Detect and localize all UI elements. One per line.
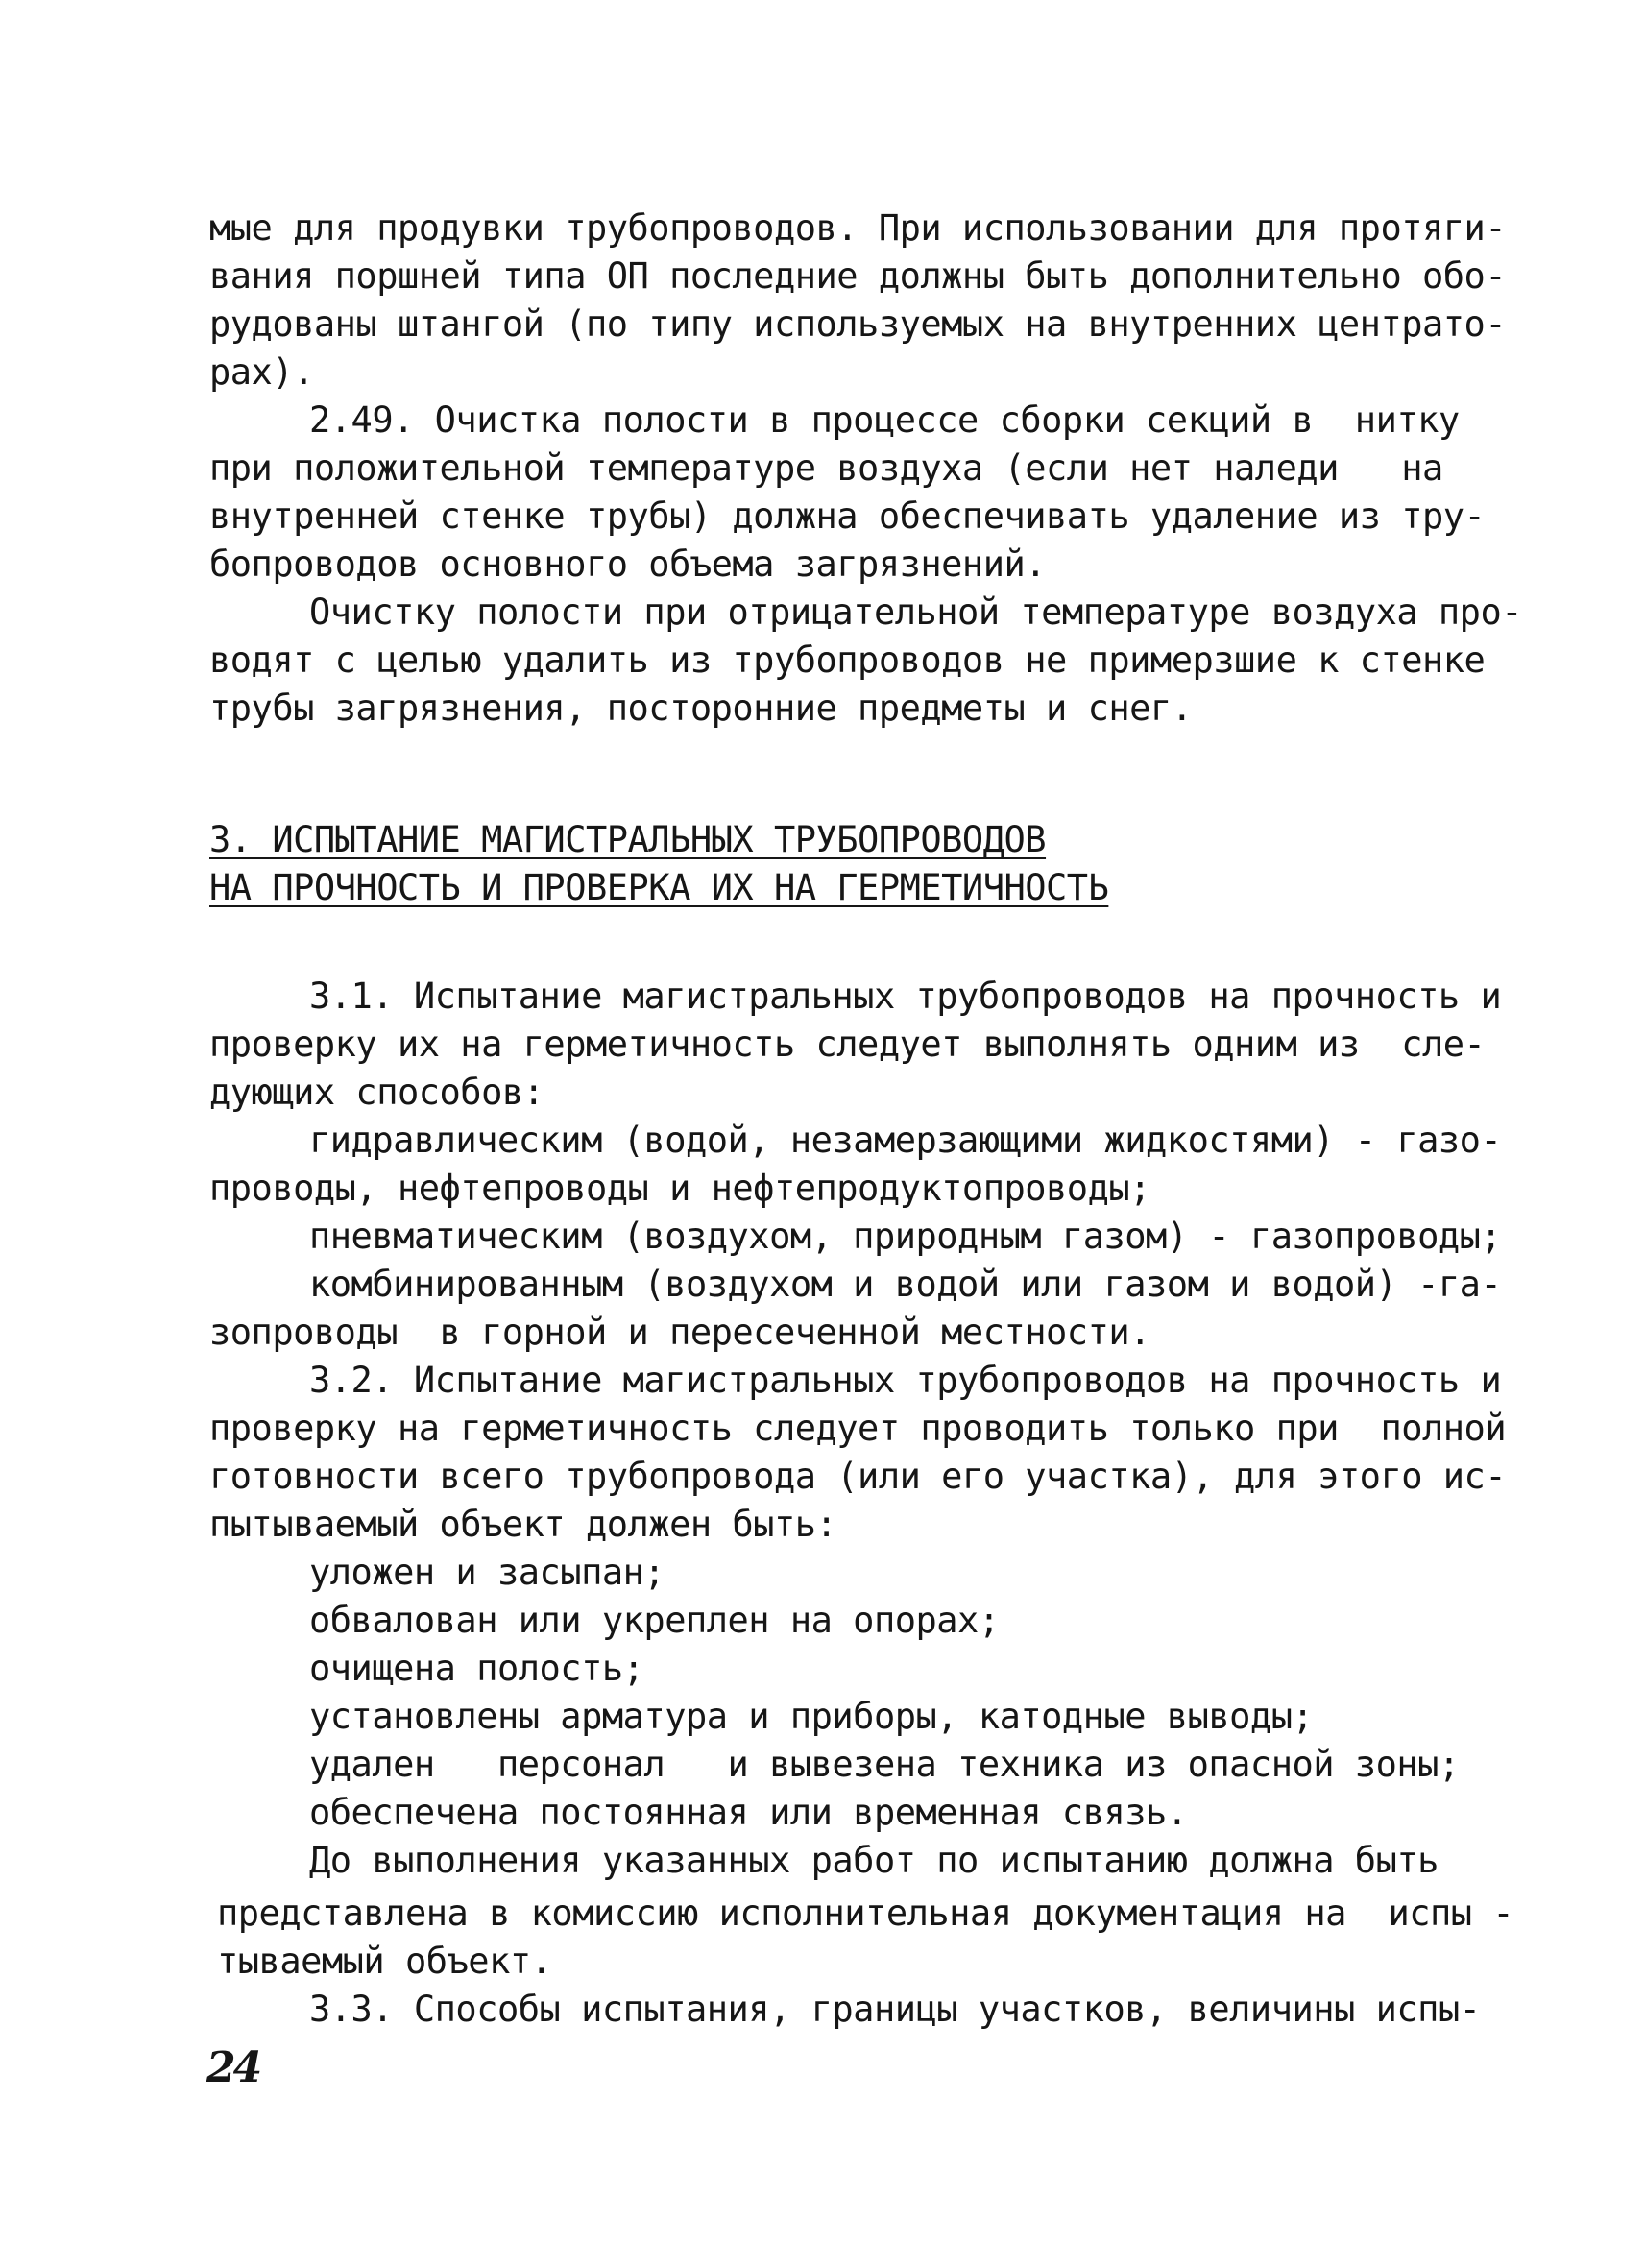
text-line: водят с целью удалить из трубопроводов не примерзшие к стенке — [209, 639, 1486, 681]
text-line: мые для продувки трубопроводов. При использовании для протяги- — [209, 207, 1507, 249]
text-line: трубы загрязнения, посторонние предметы и снег. — [209, 688, 1193, 729]
paragraph-3-2-start: 3.2. Испытание магистральных трубопроводов на прочность и — [309, 1360, 1502, 1401]
list-item: очищена полость; — [309, 1648, 644, 1689]
text-line: вания поршней типа ОП последние должны быть дополнительно обо- — [209, 255, 1507, 297]
text-line: при положительной температуре воздуха (если нет наледи на — [209, 447, 1443, 489]
paragraph-2-49-start: 2.49. Очистка полости в процессе сборки секций в нитку — [309, 399, 1460, 441]
text-line: проводы, нефтепроводы и нефтепродуктопроводы; — [209, 1168, 1150, 1209]
text-line: внутренней стенке трубы) должна обеспечивать удаление из тру- — [209, 495, 1486, 537]
list-item-combined: комбинированным (воздухом и водой или газом и водой) -га- — [309, 1264, 1502, 1305]
section-heading-line-1: 3. ИСПЫТАНИЕ МАГИСТРАЛЬНЫХ ТРУБОПРОВОДОВ — [209, 819, 1047, 860]
text-line: проверку их на герметичность следует выполнять одним из сле- — [209, 1024, 1486, 1065]
text-line: рудованы штангой (по типу используемых на внутренних центрато- — [209, 303, 1507, 345]
list-item-hydraulic: гидравлическим (водой, незамерзающими жидкостями) - газо- — [309, 1120, 1502, 1161]
list-item: обеспечена постоянная или временная связь. — [309, 1792, 1188, 1833]
text-line: представлена в комиссию исполнительная документация на испы - — [217, 1893, 1514, 1934]
text-line: бопроводов основного объема загрязнений. — [209, 543, 1047, 585]
text-line: готовности всего трубопровода (или его участка), для этого ис- — [209, 1456, 1507, 1497]
paragraph-start: Очистку полости при отрицательной температуре воздуха про- — [309, 591, 1523, 633]
text-line: зопроводы в горной и пересеченной местности. — [209, 1312, 1150, 1353]
paragraph-3-3-start: 3.3. Способы испытания, границы участков, величины испы- — [309, 1989, 1481, 2030]
section-heading-line-2: НА ПРОЧНОСТЬ И ПРОВЕРКА ИХ НА ГЕРМЕТИЧНОСТЬ — [209, 867, 1109, 908]
paragraph-3-1-start: 3.1. Испытание магистральных трубопроводов на прочность и — [309, 976, 1502, 1017]
list-item: уложен и засыпан; — [309, 1552, 665, 1593]
list-item: удален персонал и вывезена техника из опасной зоны; — [309, 1744, 1460, 1785]
text-line: тываемый объект. — [217, 1941, 552, 1982]
list-item: установлены арматура и приборы, катодные выводы; — [309, 1696, 1314, 1737]
list-item-pneumatic: пневматическим (воздухом, природным газом) - газопроводы; — [309, 1216, 1502, 1257]
paragraph-start: До выполнения указанных работ по испытанию должна быть — [309, 1840, 1439, 1881]
text-line: проверку на герметичность следует проводить только при полной — [209, 1408, 1507, 1449]
page-number: 24 — [206, 2043, 260, 2092]
text-line: рах). — [209, 351, 314, 393]
list-item: обвалован или укреплен на опорах; — [309, 1600, 1000, 1641]
text-line: пытываемый объект должен быть: — [209, 1504, 837, 1545]
text-line: дующих способов: — [209, 1072, 544, 1113]
